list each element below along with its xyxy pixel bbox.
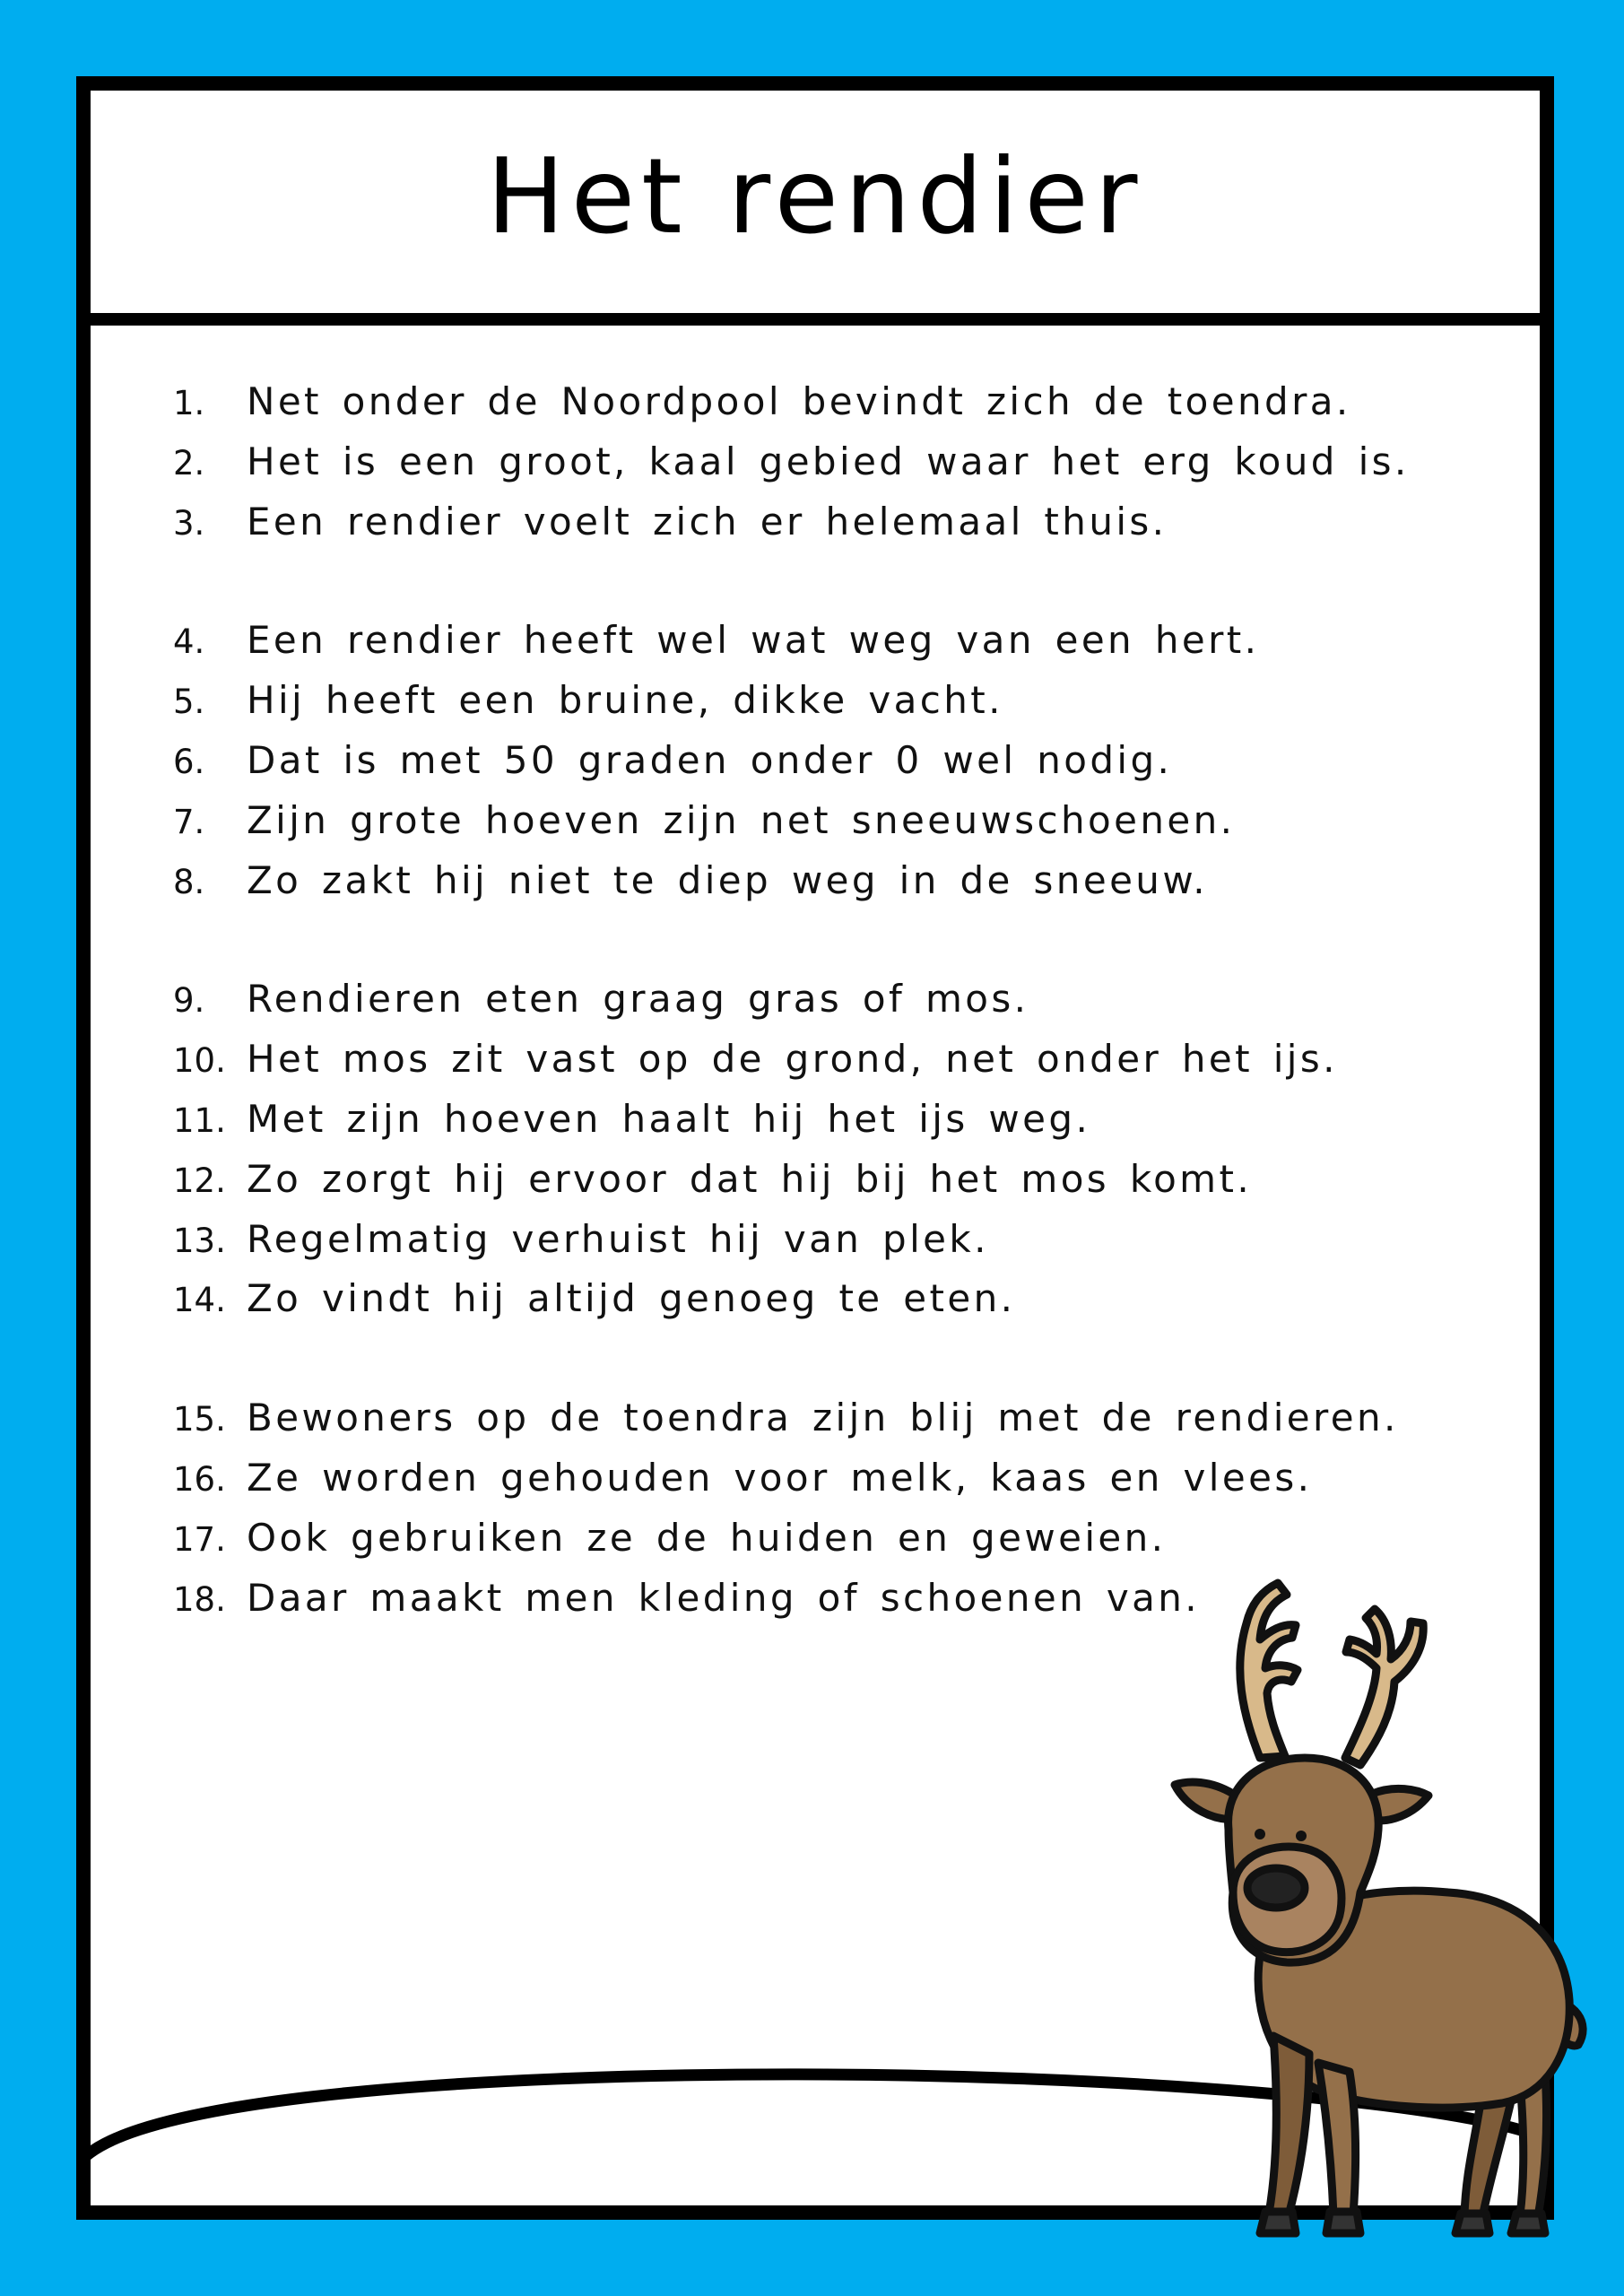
sentence-line xyxy=(173,500,1429,560)
sentence-line xyxy=(173,738,1429,798)
line-number: 16. xyxy=(173,1459,226,1499)
sentence-line xyxy=(173,1037,1429,1097)
front-left-leg xyxy=(1269,2036,1309,2215)
line-text: Het mos zit vast op de grond, net onder het ijs. xyxy=(247,1037,1338,1082)
line-number: 6. xyxy=(173,742,205,781)
left-eye xyxy=(1255,1829,1265,1839)
line-text: Zijn grote hoeven zijn net sneeuwschoenen. xyxy=(247,797,1236,842)
hoof xyxy=(1326,2212,1360,2233)
nose xyxy=(1247,1868,1305,1908)
sentence-list xyxy=(173,379,1429,1694)
hoof xyxy=(1511,2213,1545,2233)
page-title: Het rendier xyxy=(486,135,1144,257)
line-text: Net onder de Noordpool bevindt zich de toendra. xyxy=(247,379,1351,423)
right-eye xyxy=(1296,1831,1307,1841)
sentence-line xyxy=(173,1217,1429,1277)
front-right-leg xyxy=(1318,2063,1356,2215)
line-text: Zo vindt hij altijd genoeg te eten. xyxy=(247,1276,1016,1321)
sentence-line xyxy=(173,1157,1429,1217)
line-number: 9. xyxy=(173,981,205,1021)
sentence-line xyxy=(173,798,1429,858)
line-text: Ook gebruiken ze de huiden en geweien. xyxy=(247,1515,1167,1560)
line-text: Een rendier voelt zich er helemaal thuis. xyxy=(247,499,1168,544)
line-number: 8. xyxy=(173,862,205,901)
line-number: 7. xyxy=(173,802,205,841)
sentence-line xyxy=(173,977,1429,1037)
line-text: Bewoners op de toendra zijn blij met de rendieren. xyxy=(247,1396,1399,1440)
line-number: 13. xyxy=(173,1221,226,1260)
reindeer-illustration xyxy=(1125,1534,1624,2251)
line-text: Met zijn hoeven haalt hij het ijs weg. xyxy=(247,1096,1091,1141)
line-text: Hij heeft een bruine, dikke vacht. xyxy=(247,678,1003,723)
line-text: Een rendier heeft wel wat weg van een hert. xyxy=(247,618,1260,663)
right-antler xyxy=(1345,1609,1423,1765)
sentence-group-2 xyxy=(173,618,1429,918)
title-bar xyxy=(91,91,1540,326)
line-number: 18. xyxy=(173,1579,226,1619)
sentence-line xyxy=(173,858,1429,918)
sentence-line xyxy=(173,678,1429,738)
sentence-line xyxy=(173,1396,1429,1456)
line-text: Zo zorgt hij ervoor dat hij bij het mos komt. xyxy=(247,1156,1253,1201)
sentence-line xyxy=(173,439,1429,500)
line-number: 14. xyxy=(173,1281,226,1320)
line-number: 5. xyxy=(173,683,205,722)
sentence-line xyxy=(173,379,1429,439)
line-number: 2. xyxy=(173,443,205,483)
hoof xyxy=(1260,2212,1296,2233)
line-text: Rendieren eten graag gras of mos. xyxy=(247,977,1029,1022)
line-number: 1. xyxy=(173,384,205,422)
line-text: Daar maakt men kleding of schoenen van. xyxy=(247,1575,1201,1620)
hoof xyxy=(1455,2213,1489,2233)
sentence-group-1 xyxy=(173,379,1429,559)
line-number: 10. xyxy=(173,1041,226,1081)
line-text: Het is een groot, kaal gebied waar het erg koud is. xyxy=(247,439,1410,483)
sentence-line xyxy=(173,1456,1429,1516)
line-number: 3. xyxy=(173,503,205,543)
line-number: 12. xyxy=(173,1161,226,1200)
line-text: Ze worden gehouden voor melk, kaas en vlees. xyxy=(247,1455,1313,1500)
line-text: Regelmatig verhuist hij van plek. xyxy=(247,1216,989,1261)
sentence-group-3 xyxy=(173,977,1429,1336)
sentence-line xyxy=(173,618,1429,678)
sentence-line xyxy=(173,1097,1429,1157)
left-antler xyxy=(1240,1583,1298,1758)
line-text: Dat is met 50 graden onder 0 wel nodig. xyxy=(247,737,1173,782)
line-number: 17. xyxy=(173,1519,226,1559)
sentence-line xyxy=(173,1276,1429,1336)
line-number: 15. xyxy=(173,1400,226,1439)
line-number: 4. xyxy=(173,622,205,662)
line-number: 11. xyxy=(173,1100,226,1140)
line-text: Zo zakt hij niet te diep weg in de sneeuw. xyxy=(247,857,1208,902)
